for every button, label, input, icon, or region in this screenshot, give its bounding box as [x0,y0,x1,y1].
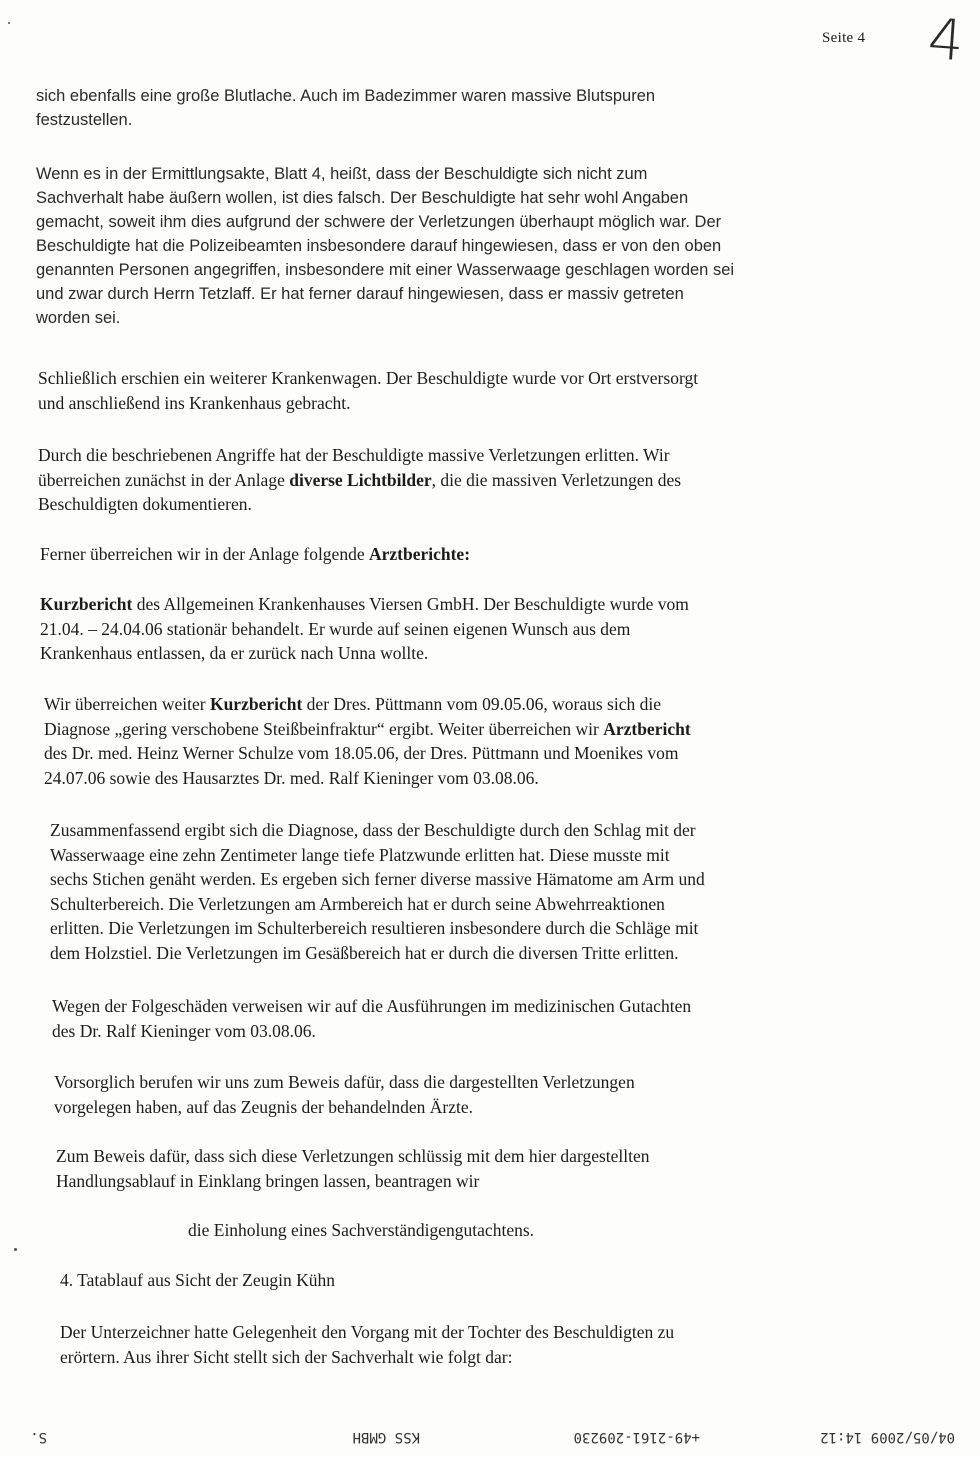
handwritten-page-mark: 4 [925,6,966,75]
paragraph-further-reports: Wir überreichen weiter Kurzbericht der Dres. Püttmann vom 09.05.06, woraus sich die Diagnose „gering verschobene Steißbeinfraktur“ ergibt. Weiter überreichen wir Arztbericht des Dr. med. Heinz Werner Schulze vom 18.05.06, der Dres. Püttmann und Moenikes vom 24.07.06 sowie des Hausarztes Dr. med. Ralf Kieninger vom 03.08.06. [44,694,691,788]
paragraph-medical-reports-intro: Ferner überreichen wir in der Anlage folgende Arztberichte: [40,544,471,564]
paragraph-injuries-photos: Durch die beschriebenen Angriffe hat der Beschuldigte massive Verletzungen erlitten. Wir überreichen zunächst in der Anlage diverse Lichtbilder, die die massiven Verletzungen des Beschuldigten dokumentieren. [38,445,682,514]
paragraph-blood-traces: sich ebenfalls eine große Blutlache. Auch im Badezimmer waren massive Blutspuren festzustellen. [36,87,656,129]
paragraph-evidence-request: Zum Beweis dafür, dass sich diese Verletzungen schlüssig mit dem hier dargestellten Handlungsablauf in Einklang bringen lassen, beantragen wir [56,1146,650,1191]
paragraph-expert-opinion: die Einholung eines Sachverständigengutachtens. [188,1220,535,1240]
paragraph-undersigned: Der Unterzeichner hatte Gelegenheit den Vorgang mit der Tochter des Beschuldigten zu erörtern. Aus ihrer Sicht stellt sich der Sachverhalt wie folgt dar: [60,1322,675,1367]
paragraph-witness-doctors: Vorsorglich berufen wir uns zum Beweis dafür, dass die dargestellten Verletzungen vorgelegen haben, auf das Zeugnis der behandelnden Ärzte. [54,1072,635,1117]
fax-datetime: 04/05/2009 14:12 [820,1429,955,1445]
fax-footer [20,1425,955,1447]
paragraph-consequential-damage: Wegen der Folgeschäden verweisen wir auf die Ausführungen im medizinischen Gutachten des Dr. Ralf Kieninger vom 03.08.06. [52,996,692,1041]
fax-number: +49-2161-209230 [573,1429,700,1445]
paragraph-short-report-viersen: Kurzbericht des Allgemeinen Krankenhauses Viersen GmbH. Der Beschuldigte wurde vom 21.04. – 24.04.06 stationär behandelt. Er wurde auf seinen eigenen Wunsch aus dem Krankenhaus entlassen, da er zurück nach Unna wollte. [40,594,689,663]
fax-page: S. [30,1429,47,1445]
scan-speck [8,22,10,24]
paragraph-statement-accused: Wenn es in der Ermittlungsakte, Blatt 4, heißt, dass der Beschuldigte sich nicht zum Sachverhalt habe äußern wollen, ist dies falsch. Der Beschuldigte hat sehr wohl Angaben gemacht, soweit ihm dies aufgrund der schwere der Verletzungen überhaupt möglich war. Der Beschuldigte hat die Polizeibeamten insbesondere darauf hingewiesen, dass er von den oben genannten Personen angegriffen, insbesondere mit einer Wasserwaage geschlagen worden sei und zwar durch Herrn Tetzlaff. Er hat ferner darauf hingewiesen, dass er massiv getreten worden sei. [36,165,735,327]
paragraph-diagnosis-summary: Zusammenfassend ergibt sich die Diagnose, dass der Beschuldigte durch den Schlag mit der Wasserwaage eine zehn Zentimeter lange tiefe Platzwunde erlitten hat. Diese musste mit sechs Stichen genäht werden. Es ergeben sich ferner diverse massive Hämatome am Arm und Schulterbereich. Die Verletzungen am Armbereich hat er durch seine Abwehrreaktionen erlitten. Die Verletzungen im Schulterbereich resultieren insbesondere durch die Schläge mit dem Holzstiel. Die Verletzungen im Gesäßbereich hat er durch die diversen Tritte erlitten. [50,820,705,963]
page-number: Seite 4 [822,30,866,46]
section-heading-witness-kuehn: 4. Tatablauf aus Sicht der Zeugin Kühn [60,1270,335,1290]
fax-sender: KSS GMBH [352,1429,420,1445]
scan-speck [14,1248,17,1251]
paragraph-ambulance: Schließlich erschien ein weiterer Krankenwagen. Der Beschuldigte wurde vor Ort erstversorgt und anschließend ins Krankenhaus gebracht. [38,368,699,413]
